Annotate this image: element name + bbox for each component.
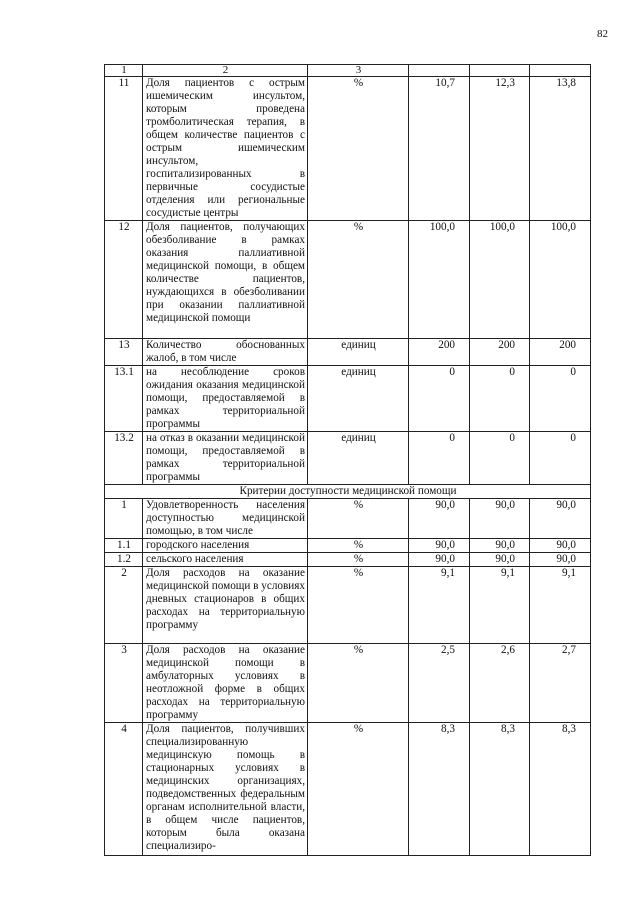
table-row	[105, 339, 591, 366]
row-number: 13	[105, 339, 143, 366]
value-year-1: 0	[409, 366, 470, 432]
row-number: 11	[105, 77, 143, 221]
value-year-1: 9,1	[409, 567, 470, 644]
table-row	[105, 644, 591, 723]
criteria-table	[104, 64, 591, 856]
value-year-3: 9,1	[530, 567, 591, 644]
value-year-1: 200	[409, 339, 470, 366]
value-year-3: 13,8	[530, 77, 591, 221]
value-year-3: 100,0	[530, 221, 591, 339]
indicator-name: Доля расходов на оказание медицинской помощи в условиях дневных стационаров в общих расходах на территориальную программу	[143, 567, 308, 644]
table-row	[105, 77, 591, 221]
unit-cell: %	[308, 644, 409, 723]
header-cell: 3	[308, 65, 409, 77]
unit-cell: единиц	[308, 432, 409, 485]
header-cell: 2	[143, 65, 308, 77]
section-title: Критерии доступности медицинской помощи	[105, 485, 591, 499]
value-year-2: 12,3	[470, 77, 530, 221]
value-year-2: 2,6	[470, 644, 530, 723]
table-row	[105, 553, 591, 567]
table-row	[105, 723, 591, 856]
section-header-row	[105, 485, 591, 499]
table-row	[105, 366, 591, 432]
unit-cell: %	[308, 553, 409, 567]
value-year-1: 90,0	[409, 539, 470, 553]
value-year-2: 100,0	[470, 221, 530, 339]
value-year-3: 0	[530, 366, 591, 432]
unit-cell: %	[308, 723, 409, 856]
value-year-2: 90,0	[470, 553, 530, 567]
indicator-name: на несоблюдение сроков ожидания оказания медицинской помощи, предоставляемой в рамках территориальной программы	[143, 366, 308, 432]
table-row	[105, 432, 591, 485]
table-row	[105, 539, 591, 553]
value-year-3: 0	[530, 432, 591, 485]
unit-cell: %	[308, 539, 409, 553]
header-cell	[470, 65, 530, 77]
value-year-2: 0	[470, 366, 530, 432]
indicator-name: Количество обоснованных жалоб, в том числе	[143, 339, 308, 366]
value-year-3: 200	[530, 339, 591, 366]
indicator-name: сельского населения	[143, 553, 308, 567]
value-year-3: 2,7	[530, 644, 591, 723]
value-year-2: 200	[470, 339, 530, 366]
value-year-1: 2,5	[409, 644, 470, 723]
indicator-name: на отказ в оказании медицинской помощи, предоставляемой в рамках территориальной программы	[143, 432, 308, 485]
unit-cell: %	[308, 221, 409, 339]
value-year-3: 90,0	[530, 553, 591, 567]
indicator-name: Доля пациентов с острым ишемическим инсультом, которым проведена тромболитическая терапия, в общем количестве пациентов с острым ишемическим инсультом, госпитализированных в первичные сосудистые отделения или региональные сосудистые центры	[143, 77, 308, 221]
value-year-2: 90,0	[470, 499, 530, 539]
table-header-row	[105, 65, 591, 77]
row-number: 13.1	[105, 366, 143, 432]
header-cell	[409, 65, 470, 77]
row-number: 1.1	[105, 539, 143, 553]
value-year-3: 90,0	[530, 499, 591, 539]
page-number: 82	[597, 28, 608, 40]
value-year-1: 8,3	[409, 723, 470, 856]
unit-cell: %	[308, 77, 409, 221]
value-year-2: 8,3	[470, 723, 530, 856]
unit-cell: единиц	[308, 339, 409, 366]
header-cell: 1	[105, 65, 143, 77]
header-cell	[530, 65, 591, 77]
indicator-name: городского населения	[143, 539, 308, 553]
row-number: 12	[105, 221, 143, 339]
indicator-name: Доля расходов на оказание медицинской помощи в амбулаторных условиях в неотложной форме в общих расходах на территориальную программу	[143, 644, 308, 723]
value-year-1: 90,0	[409, 499, 470, 539]
value-year-3: 90,0	[530, 539, 591, 553]
table-row	[105, 567, 591, 644]
unit-cell: %	[308, 567, 409, 644]
indicator-name: Удовлетворенность населения доступностью медицинской помощью, в том числе	[143, 499, 308, 539]
row-number: 13.2	[105, 432, 143, 485]
indicator-name: Доля пациентов, получивших специализированную медицинскую помощь в стационарных условиях в медицинских организациях, подведомственных федеральным органам исполнительной власти, в общем числе пациентов, которым была оказана специализиро-	[143, 723, 308, 856]
row-number: 3	[105, 644, 143, 723]
value-year-2: 0	[470, 432, 530, 485]
row-number: 1.2	[105, 553, 143, 567]
value-year-2: 9,1	[470, 567, 530, 644]
value-year-3: 8,3	[530, 723, 591, 856]
row-number: 4	[105, 723, 143, 856]
table-row	[105, 499, 591, 539]
value-year-1: 100,0	[409, 221, 470, 339]
value-year-2: 90,0	[470, 539, 530, 553]
value-year-1: 90,0	[409, 553, 470, 567]
unit-cell: %	[308, 499, 409, 539]
value-year-1: 0	[409, 432, 470, 485]
unit-cell: единиц	[308, 366, 409, 432]
indicator-name: Доля пациентов, получающих обезболивание в рамках оказания паллиативной медицинской помощи, в общем количестве пациентов, нуждающихся в обезболивании при оказании паллиативной медицинской помощи	[143, 221, 308, 339]
row-number: 2	[105, 567, 143, 644]
row-number: 1	[105, 499, 143, 539]
value-year-1: 10,7	[409, 77, 470, 221]
table-row	[105, 221, 591, 339]
